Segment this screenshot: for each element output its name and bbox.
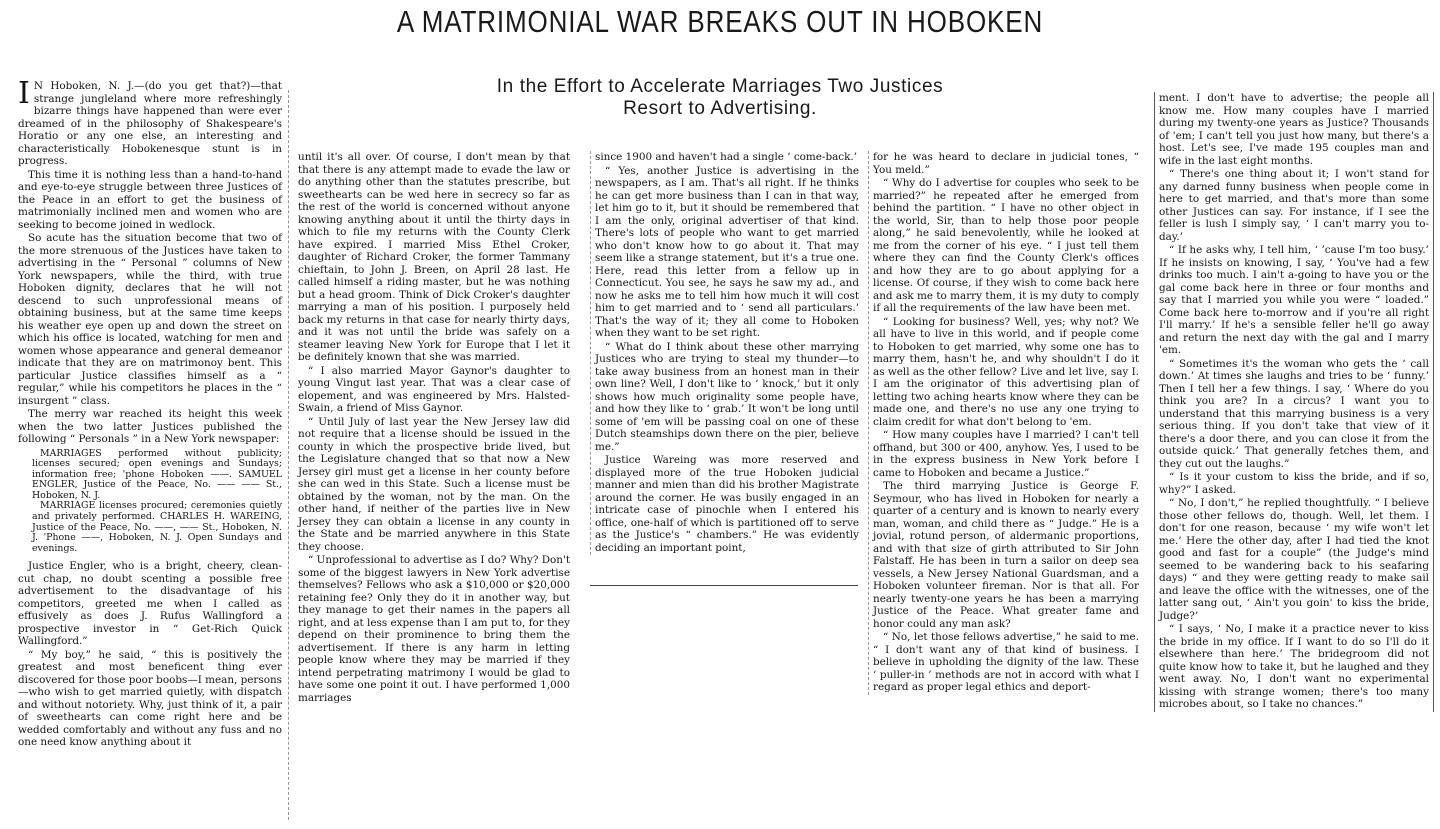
paragraph: since 1900 and haven't had a single ‘ come-back.’ [595, 151, 858, 163]
paragraph: “ What do I think about these other marrying Justices who are trying to steal my thunder—to take away business from an honest man in their own line? Well, I don't like to ‘ knock,’ but it only shows how much originality some people have, and how they like to ‘ grab.’ It won't be long until some of 'em will be passing coal on one of these Dutch steamships down there on the pier, believe me.” [595, 340, 859, 453]
paragraph: “ Why do I advertise for couples who seek to be married?” he repeated after he emerged from behind the partition. “ I have no other object in the world, Sir, than to help those poor people along,” he said benevolently, while he looked at me from the corner of his eye. “ I just tell them where they can find the County Clerk's offices and how they are to go about applying for a license. Of course, if they wish to come back here and ask me to marry them, it is my duty to comply if all the requirements of the law have been met. [873, 177, 1139, 314]
paragraph: “ Unprofessional to advertise as I do? Why? Don't some of the biggest lawyers in New York advertise themselves? Fellows who ask a $10,000 or $20,000 retaining fee? Only they do it in another way, but they manage to get their names in the papers all right, and at less expense than I am put to, for they depend on their prominence to bring them the advertisement. If there is any harm in letting people know where they may be married if they intend perpetrating matrimony I would be glad to have some one point it out. I have performed 1,000 marriages [298, 554, 570, 704]
paragraph: Justice Engler, who is a bright, cheery, clean-cut chap, no doubt scenting a possible free advertisement to the disadvantage of his competitors, greeted me when I called as effusively as does J. Rufus Wallingford a prospective investor in “ Get-Rich Quick Wallingford.” [18, 560, 282, 648]
paragraph: ment. I don't have to advertise; the people all know me. How many couples have I married during my twenty-one years as Justice? Thousands of 'em; I can't tell you just how many, but there's a host. Let's see, I've made 195 couples man and wife in the last eight months. [1159, 92, 1429, 167]
paragraph: “ Yes, another Justice is advertising in the newspapers, as I am. That's all right. If he thinks he can get more business than I can in that way, let him go to it, but it should be remembered that I am the only, original advertiser of that kind. There's lots of people who want to get married who don't know how to go about it. That may seem like a strange statement, but it's a true one. Here, read this letter from a fellow up in Connecticut. You see, he says he saw my ad., and now he asks me to tell him how much it will cost him to get married and to ‘ send all particulars.’ That's the way of it; they all come to Hoboken when they want to be set right. [595, 164, 859, 339]
paragraph: “ Sometimes it's the woman who gets the ‘ call down.’ At times she laughs and tries to be ‘ funny.’ Then I tell her a few things. I say, ‘ Where do you think you are? In a circus? I want you to understand that this marrying business is a very serious thing. If you don't take that view of it there's a door there, and you can close it from the outside quick.’ That generally fetches them, and they cut out the laughs.” [1159, 357, 1429, 470]
paragraph: “ Looking for business? Well, yes; why not? We all have to live in this world, and if people come to Hoboken to get married, why some one has to marry them, hasn't he, and why shouldn't I do it as well as the other fellow? Live and let live, say I. I am the originator of this advertising plan of letting two aching hearts know where they can be made one, and there's no use any one trying to claim credit for what don't belong to 'em. [873, 315, 1139, 428]
paragraph: “ How many couples have I married? I can't tell offhand, but 300 or 400, anyhow. Yes, I used to be in the express business in New York before I came to Hoboken and became a Justice.” [873, 429, 1139, 479]
column-divider [288, 90, 289, 820]
paragraph: until it's all over. Of course, I don't mean by that that there is any attempt made to evade the law or do anything other than the statutes prescribe, but sweethearts can be wed here in secrecy so far as the rest of the world is concerned without anyone knowing anything about it until the thirty days in which to file my returns with the County Clerk have expired. I married Miss Ethel Croker, daughter of Richard Croker, the former Tammany chieftain, to John J. Breen, on April 28 last. He called himself a riding master, but he was nothing but a head groom. Think of Dick Croker's daughter marrying a man of his position. I purposely held back my returns in that case for nearly thirty days, and it was not until the bride was safely on a steamer leaving New York for Europe that I let it be definitely known that she was married. [298, 151, 570, 363]
paragraph: I N Hoboken, N. J.—(do you get that?)—that strange jungleland where more refreshingly bizarre things have happened than were ever dreamed of in the philosophy of Shakespeare's Horatio or any one else, an interesting and characteristically Hobokenesque stunt is in progress. [18, 76, 282, 167]
paragraph: “ My boy,” he said, “ this is positively the greatest and most beneficent thing ever discovered for those poor boobs—I mean, persons—who wish to get married quietly, with dispatch and without notoriety. Why, just think of it, a pair of sweethearts can come right here and be wedded comfortably and without any fuss and no one need know anything about it [18, 648, 283, 749]
subheadline: In the Effort to Accelerate Marriages Two Justices Resort to Advertising. [496, 76, 944, 119]
paragraph: “ I also married Mayor Gaynor's daughter to young Vingut last year. That was a clear case of elopement, and was engineered by Mrs. Halsted-Swain, a friend of Miss Gaynor. [298, 364, 570, 414]
personal-ads [32, 449, 282, 555]
paragraph: “ I says, ‘ No, I make it a practice never to kiss the bride in my office. If I want to do so I'll do it elsewhere than here.’ The bridegroom did not quite know how to take it, but he laughed and they went away. No, I don't want no experimental kissing with strange women; there's too many microbes about, so I take no chances.” [1159, 623, 1429, 710]
paragraph: “ No, I don't,” he replied thoughtfully. “ I believe those other fellows do, though. Well, let them. I don't for one reason, because ‘ my wife won't let me.’ Here the other day, after I had tied the knot good and fast for a couple” (the Judge's mind seemed to be wandering back to his seafaring days) “ and they were getting ready to make sail and leave the office with the witnesses, one of the latter sang out, ‘ Ain't you goin' to kiss the bride, Judge?’ [1159, 497, 1429, 622]
ad-engler: MARRIAGES performed without publicity; licenses secured; open evenings and Sundays; information free; 'phone Hoboken ——. SAMUEL ENGLER, Justice of the Peace, No. —— —— St., Hoboken, N. J. [32, 447, 282, 501]
drop-cap: I [18, 76, 30, 111]
paragraph: “ Until July of last year the New Jersey law did not require that a license should be issued in the county in which the prospective bride lived, but the Legislature changed that so that now a New Jersey girl must get a license in her county before she can wed in this State. Such a license must be obtained by the woman, not by the man. On the other hand, if neither of the parties live in New Jersey they can obtain a license in any county in the State and be married anywhere in this State they choose. [298, 415, 570, 553]
paragraph: The third marrying Justice is George F. Seymour, who has lived in Hoboken for nearly a quarter of a century and is known to nearly every man, woman, and child there as “ Judge.” He is a jovial, rotund person, of aldermanic proportions, and with that size of girth attributed to Sir John Falstaff. He has been in turn a sailor on deep sea vessels, a New Jersey National Guardsman, and a Hoboken volunteer fireman. Nor is that all. For nearly twenty-one years he has been a marrying Justice of the Peace. What greater fame and honor could any man ask? [873, 480, 1139, 630]
paragraph: So acute has the situation become that two of the more strenuous of the Justices have taken to advertising in the “ Personal ” columns of New York newspapers, while the third, with true Hoboken dignity, declares that he will not descend to such unprofessional means of obtaining business, but at the same time keeps his weather eye open up and down the street on which his office is located, watching for men and women whose appearance and general demeanor indicate that they are on matrimonoy bent. This particular Justice classifies himself as a “ regular,” while his competitors he places in the “ insurgent ” class. [18, 232, 282, 407]
column-5 [1154, 92, 1434, 712]
paragraph: “ No, let those fellows advertise,” he said to me. “ I don't want any of that kind of business. I believe in upholding the dignity of the law. These ‘ puller-in ’ methods are not in accord with what I regard as proper legal ethics and deport- [873, 631, 1139, 693]
paragraph: Justice Wareing was more reserved and displayed more of the true Hoboken judicial manner and mien than did his brother Magistrate around the corner. He was busily engaged in an intricate case of pinochle when I entered his office, one-half of which is partitioned off to serve as the Justice's “ chambers.” He was evidently deciding an important point, [595, 454, 859, 554]
paragraph: “ There's one thing about it; I won't stand for any darned funny business when people come in here to get married, and that's more than some other Justices can say. For instance, if I see the feller is lush I simply say, ‘ I can't marry you to-day.’ [1159, 168, 1429, 243]
headline: A MATRIMONIAL WAR BREAKS OUT IN HOBOKEN [396, 4, 1044, 39]
column-2 [298, 151, 570, 705]
paragraph: This time it is nothing less than a hand-to-hand and eye-to-eye struggle between three Justices of the Peace in an effort to get the business of matrimonially inclined men and women who are seeking to become joined in wedlock. [18, 168, 282, 231]
column-4 [868, 151, 1139, 695]
ad-wareing: MARRIAGE licenses procured; ceremonies quietly and privately performed. CHARLES H. WAREING, Justice of the Peace, No. ——, —— St., Hoboken, N. J. 'Phone ——, Hoboken, N. J. Open Sundays and evenings. [32, 500, 282, 554]
paragraph: “ Is it your custom to kiss the bride, and if so, why?” I asked. [1159, 471, 1429, 496]
paragraph: The merry war reached its height this week when the two latter Justices published the following “ Personals ” in a New York newspaper: [18, 408, 282, 445]
column-3 [590, 151, 859, 555]
paragraph: for he was heard to declare in judicial tones, “ You meld.” [873, 151, 1139, 176]
column-1 [18, 76, 283, 750]
paragraph: “ If he asks why, I tell him, ‘ ’cause I'm too busy.’ If he insists on knowing, I say, ‘ You've had a few drinks too much. I ain't a-going to have you or the gal come back here in three or four months and say that I married you while you were “ loaded.” Come back here to-morrow and if you're all right I'll marry.’ If he's a sensible feller he'll go away and return the next day with the gal and I marry 'em. [1159, 244, 1429, 356]
column-3-bottom-rule [590, 585, 858, 586]
